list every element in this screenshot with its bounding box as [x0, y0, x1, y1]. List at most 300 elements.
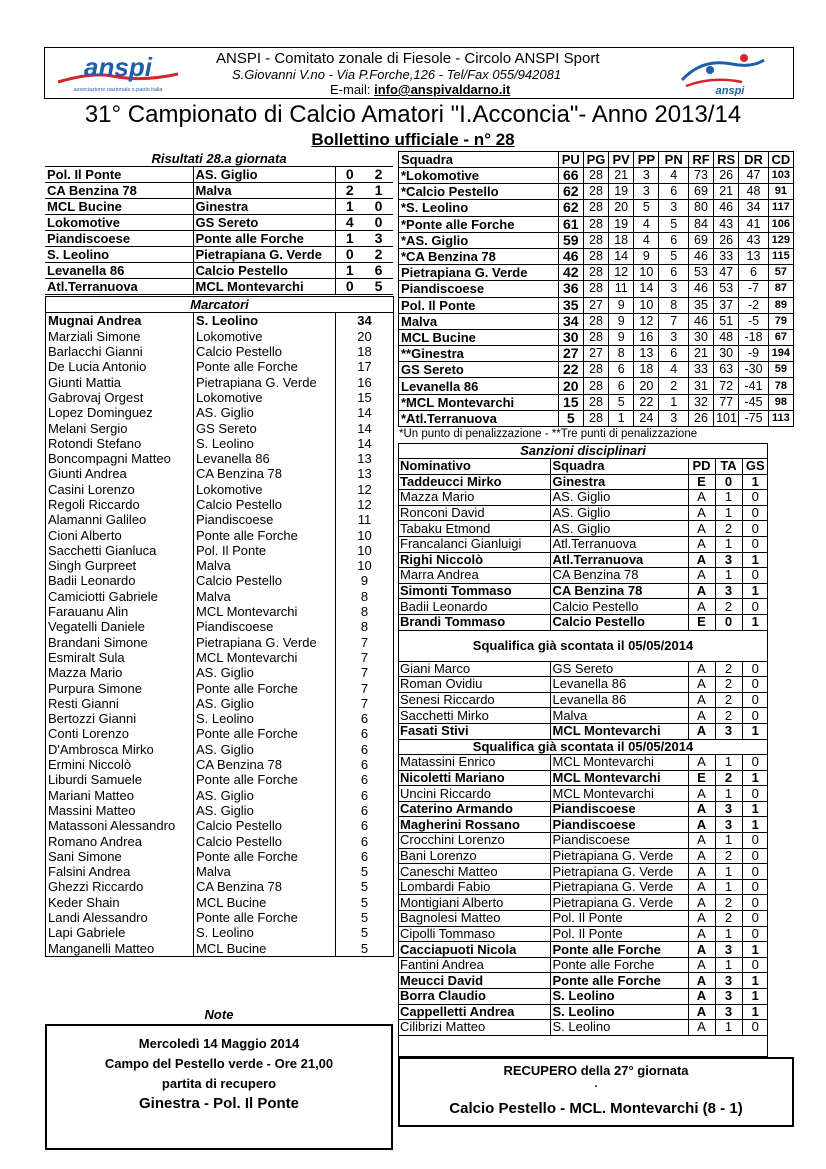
sanction-row	[398, 490, 768, 506]
scorer-goals: 11	[336, 512, 394, 527]
sanction-team: AS. Giglio	[550, 521, 688, 537]
sanction-gs: 1	[742, 942, 768, 958]
away-score: 6	[364, 263, 393, 279]
scorer-row	[46, 818, 394, 833]
anspi-logo-left	[52, 52, 184, 94]
sanction-pd: A	[688, 833, 715, 849]
scorer-team: Pietrapiana G. Verde	[194, 635, 336, 650]
standings-cell: 14	[609, 248, 634, 264]
sanction-name: Cilibrizi Matteo	[398, 1020, 550, 1036]
header-org: ANSPI - Comitato zonale di Fiesole - Circolo ANSPI Sport	[216, 50, 600, 67]
standings-cell: 33	[688, 362, 713, 378]
sanction-team: CA Benzina 78	[550, 583, 688, 599]
sanction-row	[398, 505, 768, 521]
sanction-pd: A	[688, 536, 715, 552]
sanction-pd: A	[688, 755, 715, 771]
sanction-name: Giani Marco	[398, 661, 550, 677]
scorer-row	[46, 864, 394, 879]
scorer-goals: 10	[336, 558, 394, 573]
standings-cell: 11	[609, 281, 634, 297]
sanction-team: Pietrapiana G. Verde	[550, 848, 688, 864]
sanction-team: Atl.Terranuova	[550, 536, 688, 552]
standings-cell: 21	[714, 184, 739, 200]
scorer-row	[46, 604, 394, 619]
standings-cell: 10	[634, 265, 659, 281]
sanction-name: Matassini Enrico	[398, 755, 550, 771]
scorer-team: Levanella 86	[194, 451, 336, 466]
sanction-gs: 0	[742, 833, 768, 849]
sanction-team: GS Sereto	[550, 661, 688, 677]
sanction-gs: 0	[742, 536, 768, 552]
scorer-goals: 14	[336, 436, 394, 451]
standings-cell: -2	[739, 297, 768, 313]
standings-cell: 87	[768, 281, 793, 297]
scorer-team: CA Benzina 78	[194, 466, 336, 481]
scorer-row	[46, 803, 394, 818]
standings-team: *AS. Giglio	[399, 232, 559, 248]
sanction-name: Bani Lorenzo	[398, 848, 550, 864]
sanction-gs: 0	[742, 692, 768, 708]
sanction-ta: 1	[715, 490, 742, 506]
standings-cell: 6	[739, 265, 768, 281]
standings-cell: -75	[739, 410, 768, 426]
sanction-team: Piandiscoese	[550, 801, 688, 817]
sanction-pd: A	[688, 786, 715, 802]
scorer-goals: 5	[336, 925, 394, 940]
standings-cell: 22	[558, 362, 583, 378]
scorer-row	[46, 726, 394, 741]
bulletin-number: Bollettino ufficiale - n° 28	[311, 130, 515, 149]
scorer-name: Badii Leonardo	[48, 573, 136, 589]
sanction-team: Pietrapiana G. Verde	[550, 895, 688, 911]
sanction-gs: 0	[742, 848, 768, 864]
sanction-row	[398, 817, 768, 833]
result-row	[45, 279, 393, 295]
standings-cell: 21	[688, 346, 713, 362]
sanction-name: Cipolli Tommaso	[398, 926, 550, 942]
scorer-name: D'Ambrosca Mirko	[48, 741, 154, 757]
away-score: 5	[364, 279, 393, 295]
sanction-ta: 2	[715, 521, 742, 537]
standings-row	[399, 281, 794, 297]
standings-cell: 26	[714, 232, 739, 248]
standings-cell: 7	[659, 313, 688, 329]
sanction-name: Montigiani Alberto	[398, 895, 550, 911]
standings-cell: 28	[583, 248, 608, 264]
scorer-goals: 5	[336, 940, 394, 956]
standings-cell: 194	[768, 346, 793, 362]
standings-cell: 103	[768, 168, 793, 184]
standings-cell: 8	[609, 346, 634, 362]
standings-cell: -41	[739, 378, 768, 394]
note-match: Ginestra - Pol. Il Ponte	[138, 1095, 300, 1112]
standings-cell: 47	[739, 168, 768, 184]
scorer-goals: 6	[336, 711, 394, 726]
home-score: 0	[335, 247, 364, 263]
sanction-row	[398, 723, 768, 739]
standings-cell: 2	[659, 378, 688, 394]
home-team: Piandiscoese	[45, 231, 193, 247]
scorer-row	[46, 680, 394, 695]
sanction-team: Atl.Terranuova	[550, 552, 688, 568]
standings-cell: 61	[558, 216, 583, 232]
standings-cell: 31	[688, 378, 713, 394]
scorer-goals: 8	[336, 619, 394, 634]
sanction-ta: 1	[715, 926, 742, 942]
scorer-team: Ponte alle Forche	[194, 726, 336, 741]
scorer-name: Singh Gurpreet	[48, 558, 137, 574]
sanction-name: Meucci David	[398, 973, 550, 989]
standings-cell: 59	[768, 362, 793, 378]
away-score: 1	[364, 183, 393, 199]
standings-cell: 6	[609, 362, 634, 378]
scorer-name: Sani Simone	[48, 848, 122, 864]
sanction-ta: 3	[715, 801, 742, 817]
sanction-row	[398, 801, 768, 817]
sanction-team: Calcio Pestello	[550, 614, 688, 630]
standings-cell: 91	[768, 184, 793, 200]
scorer-row	[46, 788, 394, 803]
sanction-ta: 2	[715, 911, 742, 927]
standings-row	[399, 346, 794, 362]
sanction-row	[398, 661, 768, 677]
standings-row	[399, 184, 794, 200]
scorer-goals: 8	[336, 589, 394, 604]
sanction-row	[398, 536, 768, 552]
scorer-name: Ghezzi Riccardo	[48, 879, 144, 895]
result-row	[45, 247, 393, 263]
sanction-gs: 0	[742, 755, 768, 771]
scorer-row	[46, 451, 394, 466]
standings-cell: 43	[714, 216, 739, 232]
standings-cell: 3	[659, 200, 688, 216]
sanction-pd: A	[688, 895, 715, 911]
sanction-gs: 0	[742, 677, 768, 693]
scorer-goals: 34	[336, 313, 394, 329]
standings-cell: 113	[768, 410, 793, 426]
scorer-name: Lopez Dominguez	[48, 405, 153, 421]
scorer-row	[46, 665, 394, 680]
sanction-gs: 0	[742, 505, 768, 521]
sanction-team: Malva	[550, 708, 688, 724]
standings-cell: -30	[739, 362, 768, 378]
standings-cell: 9	[609, 313, 634, 329]
recupero-dot: .	[594, 1078, 598, 1090]
scorer-row	[46, 313, 394, 329]
scorer-team: AS. Giglio	[194, 665, 336, 680]
sanction-team: S. Leolino	[550, 1004, 688, 1020]
result-row	[45, 167, 393, 183]
sanction-pd: E	[688, 614, 715, 630]
away-score: 3	[364, 231, 393, 247]
standings-cell: 3	[634, 184, 659, 200]
home-team: CA Benzina 78	[45, 183, 193, 199]
scorer-team: Ponte alle Forche	[194, 849, 336, 864]
sanction-gs: 1	[742, 1004, 768, 1020]
scorer-name: Falsini Andrea	[48, 864, 131, 880]
standings-cell: 14	[634, 281, 659, 297]
standings-cell: 8	[659, 297, 688, 313]
scorer-goals: 7	[336, 665, 394, 680]
standings-cell: 28	[583, 362, 608, 378]
sanction-name: Cacciapuoti Nicola	[398, 942, 550, 958]
sanction-pd: A	[688, 692, 715, 708]
standings-row	[399, 394, 794, 410]
standings-cell: 41	[739, 216, 768, 232]
scorer-row	[46, 436, 394, 451]
home-score: 0	[335, 279, 364, 295]
scorer-row	[46, 329, 394, 344]
sanction-row	[398, 599, 768, 615]
standings-cell: 20	[634, 378, 659, 394]
scorer-team: Calcio Pestello	[194, 818, 336, 833]
sanction-ta: 2	[715, 848, 742, 864]
sanction-pd: A	[688, 583, 715, 599]
standings-cell: 129	[768, 232, 793, 248]
sanction-gs: 1	[742, 723, 768, 739]
standings-cell: 12	[609, 265, 634, 281]
sanction-row	[398, 1004, 768, 1020]
sanction-gs: 0	[742, 490, 768, 506]
scorer-name: Conti Lorenzo	[48, 726, 129, 742]
home-score: 1	[335, 199, 364, 215]
scorer-name: Esmiralt Sula	[48, 649, 125, 665]
sanction-name: Francalanci Gianluigi	[398, 536, 550, 552]
scorer-team: Ponte alle Forche	[194, 359, 336, 374]
standings-cell: 1	[609, 410, 634, 426]
scorer-row	[46, 879, 394, 894]
standings-cell: 13	[739, 248, 768, 264]
scorer-goals: 14	[336, 405, 394, 420]
standings-cell: 18	[609, 232, 634, 248]
scorer-name: Sacchetti Gianluca	[48, 542, 157, 558]
standings-cell: 98	[768, 394, 793, 410]
standings-cell: 28	[583, 168, 608, 184]
scorer-goals: 7	[336, 650, 394, 665]
standings-cell: 46	[688, 248, 713, 264]
scorer-row	[46, 390, 394, 405]
sanction-pd: A	[688, 926, 715, 942]
standings-cell: 19	[609, 184, 634, 200]
sanction-name: Magherini Rossano	[398, 817, 550, 833]
scorer-goals: 13	[336, 466, 394, 481]
sanction-gs: 1	[742, 973, 768, 989]
home-team: Atl.Terranuova	[45, 279, 193, 295]
sanction-name: Ronconi David	[398, 505, 550, 521]
scorer-team: CA Benzina 78	[194, 757, 336, 772]
standings-row	[399, 265, 794, 281]
standings-cell: 28	[583, 378, 608, 394]
sanction-pd: A	[688, 677, 715, 693]
scorer-goals: 5	[336, 895, 394, 910]
note-type: partita di recupero	[161, 1076, 277, 1091]
standings-header: Squadra	[399, 152, 559, 168]
standings-row	[399, 248, 794, 264]
scorer-row	[46, 940, 394, 956]
scorer-team: GS Sereto	[194, 420, 336, 435]
standings-cell: 47	[714, 265, 739, 281]
standings-team: GS Sereto	[399, 362, 559, 378]
sanction-gs: 0	[742, 708, 768, 724]
sanctions-header-row	[398, 459, 768, 474]
sanction-pd: A	[688, 568, 715, 584]
email-link[interactable]: info@anspivaldarno.it	[374, 82, 511, 97]
scorer-name: Farauanu Alin	[48, 604, 129, 620]
standings-row	[399, 297, 794, 313]
sanction-name: Simonti Tommaso	[398, 583, 550, 599]
sanction-ta: 2	[715, 677, 742, 693]
scorer-team: MCL Montevarchi	[194, 604, 336, 619]
scorer-team: Piandiscoese	[194, 619, 336, 634]
away-team: Calcio Pestello	[193, 263, 335, 279]
standings-cell: 62	[558, 200, 583, 216]
sanction-pd: A	[688, 864, 715, 880]
sanction-team: Piandiscoese	[550, 833, 688, 849]
sanction-row	[398, 552, 768, 568]
sanction-row	[398, 895, 768, 911]
sanction-team: Pol. Il Ponte	[550, 926, 688, 942]
scorer-row	[46, 635, 394, 650]
anspi-logo-right	[672, 50, 772, 96]
standings-team: **Ginestra	[399, 346, 559, 362]
sanction-row	[398, 770, 768, 786]
sanction-ta: 1	[715, 786, 742, 802]
standings-team: Piandiscoese	[399, 281, 559, 297]
scorer-row	[46, 910, 394, 925]
standings-cell: 6	[659, 265, 688, 281]
sanction-row	[398, 583, 768, 599]
standings-cell: 30	[688, 329, 713, 345]
standings-header: DR	[739, 152, 768, 168]
scorer-team: AS. Giglio	[194, 803, 336, 818]
sanction-pd: A	[688, 521, 715, 537]
scorer-row	[46, 497, 394, 512]
sanction-pd: A	[688, 552, 715, 568]
standings-cell: 46	[688, 281, 713, 297]
sanction-row	[398, 942, 768, 958]
home-score: 1	[335, 231, 364, 247]
scorer-row	[46, 527, 394, 542]
scorer-goals: 17	[336, 359, 394, 374]
logo-left-subtext: associazione nazionale s.paolo italia	[73, 87, 163, 93]
sanction-team: S. Leolino	[550, 989, 688, 1005]
standings-cell: 28	[583, 184, 608, 200]
standings-cell: 84	[688, 216, 713, 232]
sanction-name: Crocchini Lorenzo	[398, 833, 550, 849]
standings-cell: 26	[714, 168, 739, 184]
standings-cell: 34	[739, 200, 768, 216]
scorer-team: Ponte alle Forche	[194, 910, 336, 925]
away-team: GS Sereto	[193, 215, 335, 231]
standings-cell: 6	[659, 184, 688, 200]
standings-cell: 80	[688, 200, 713, 216]
sanction-ta: 0	[715, 614, 742, 630]
scorer-goals: 6	[336, 818, 394, 833]
home-team: MCL Bucine	[45, 199, 193, 215]
scorers-caption: Marcatori	[46, 297, 394, 313]
scorer-row	[46, 374, 394, 389]
note-date: Mercoledì 14 Maggio 2014	[138, 1036, 300, 1051]
scorer-row	[46, 757, 394, 772]
scorer-team: MCL Bucine	[194, 895, 336, 910]
away-score: 2	[364, 247, 393, 263]
standings-cell: 46	[714, 200, 739, 216]
sanction-row	[398, 708, 768, 724]
sanction-ta: 3	[715, 942, 742, 958]
standings-cell: 15	[558, 394, 583, 410]
scorer-team: MCL Montevarchi	[194, 650, 336, 665]
standings-team: *Lokomotive	[399, 168, 559, 184]
sanction-gs: 1	[742, 770, 768, 786]
standings-cell: 12	[634, 313, 659, 329]
sanction-ta: 1	[715, 957, 742, 973]
sanction-gs: 1	[742, 583, 768, 599]
sanction-ta: 1	[715, 568, 742, 584]
sanction-gs: 0	[742, 661, 768, 677]
sanction-ta: 2	[715, 895, 742, 911]
scorer-name: Matassoni Alessandro	[48, 818, 176, 834]
scorer-team: Ponte alle Forche	[194, 680, 336, 695]
standings-cell: 46	[558, 248, 583, 264]
standings-cell: 62	[558, 184, 583, 200]
sanction-note: Squalifica già scontata il 05/05/2014	[398, 630, 768, 661]
sanction-name: Fantini Andrea	[398, 957, 550, 973]
standings-header: PN	[659, 152, 688, 168]
home-team: Levanella 86	[45, 263, 193, 279]
sanction-row	[398, 833, 768, 849]
scorer-name: Giunti Mattia	[48, 374, 121, 390]
sanctions-header: GS	[742, 459, 768, 474]
standings-cell: -18	[739, 329, 768, 345]
standings-row	[399, 200, 794, 216]
sanction-name: Caneschi Matteo	[398, 864, 550, 880]
sanction-team: MCL Montevarchi	[550, 755, 688, 771]
sanction-team: Ponte alle Forche	[550, 957, 688, 973]
scorer-team: S. Leolino	[194, 711, 336, 726]
sanction-team: Ponte alle Forche	[550, 973, 688, 989]
results-table	[45, 151, 393, 295]
standings-cell: 4	[634, 216, 659, 232]
sanction-name: Marra Andrea	[398, 568, 550, 584]
scorer-goals: 7	[336, 696, 394, 711]
scorer-goals: 6	[336, 772, 394, 787]
standings-header: CD	[768, 152, 793, 168]
scorer-name: Landi Alessandro	[48, 910, 148, 926]
sanction-team: Ginestra	[550, 474, 688, 490]
standings-cell: 115	[768, 248, 793, 264]
standings-cell: 4	[659, 168, 688, 184]
sanction-gs: 0	[742, 957, 768, 973]
sanction-ta: 3	[715, 723, 742, 739]
scorer-row	[46, 558, 394, 573]
scorer-team: CA Benzina 78	[194, 879, 336, 894]
sanction-gs: 1	[742, 989, 768, 1005]
scorer-goals: 7	[336, 635, 394, 650]
sanction-name: Mazza Mario	[398, 490, 550, 506]
standings-row	[399, 329, 794, 345]
header-address: S.Giovanni V.no - Via P.Forche,126 - Tel/Fax 055/942081	[232, 67, 562, 82]
home-score: 1	[335, 263, 364, 279]
home-score: 0	[335, 167, 364, 183]
sanction-ta: 1	[715, 505, 742, 521]
away-team: Ginestra	[193, 199, 335, 215]
sanction-gs: 0	[742, 864, 768, 880]
sanction-name: Righi Niccolò	[398, 552, 550, 568]
standings-cell: 27	[583, 346, 608, 362]
home-team: Lokomotive	[45, 215, 193, 231]
sanction-gs: 1	[742, 474, 768, 490]
scorer-name: Bertozzi Gianni	[48, 711, 137, 727]
